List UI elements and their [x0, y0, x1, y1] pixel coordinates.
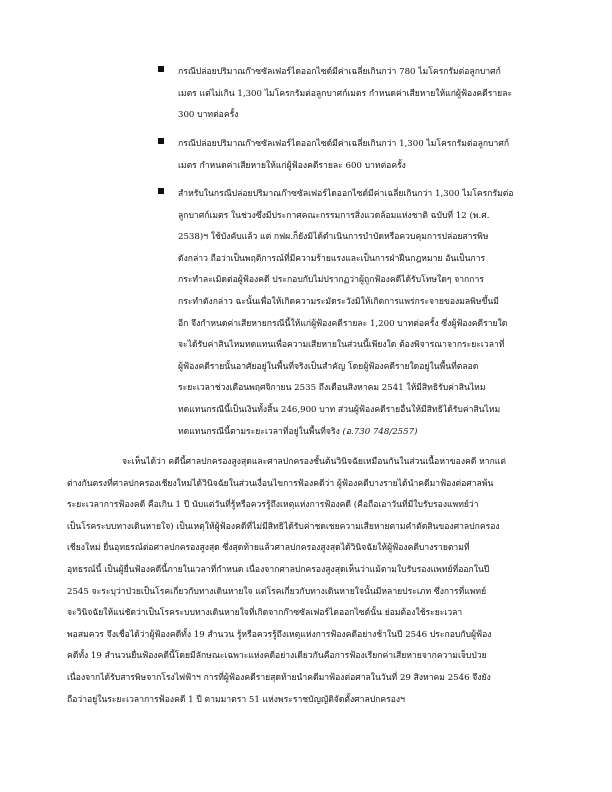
- text-line: ต่างกันตรงที่ศาลปกครองเชียงใหม่ได้วินิจฉัยในส่วนเงื่อนไขการฟ้องคดีว่า ผู้ฟ้องคดีบางรายได้นำคดีมาฟ้องต่อศาลพ้น: [67, 478, 494, 489]
- case-citation: (อ.730 748/2557): [342, 426, 418, 437]
- text-line: [178, 422, 558, 444]
- text-line: เมตร แต่ไม่เกิน 1,300 ไมโครกรัมต่อลูกบาศก์เมตร กำหนดค่าเสียหายให้แก่ผู้ฟ้องคดีรายละ: [178, 88, 513, 99]
- bullet-item-1: [158, 62, 558, 127]
- square-bullet-icon: [158, 66, 164, 72]
- text-line: กระทำดังกล่าว ฉะนั้นเพื่อให้เกิดความระมัดระวังมิให้เกิดการแพร่กระจายของมลพิษขึ้นมี: [178, 296, 499, 307]
- text-line: เป็นโรคระบบทางเดินหายใจ) เป็นเหตุให้ผู้ฟ้องคดีที่ไม่มีสิทธิได้รับค่าชดเชยความเสียหายตามคำตัดสินของศาลปกครอง: [67, 521, 500, 532]
- text-line: กรณีปล่อยปริมาณก๊าซซัลเฟอร์ไดออกไซด์มีค่าเฉลี่ยเกินกว่า 1,300 ไมโครกรัมต่อลูกบาศก์: [178, 139, 510, 149]
- text-line: เมตร กำหนดค่าเสียหายให้แก่ผู้ฟ้องคดีรายละ 600 บาทต่อครั้ง: [178, 160, 406, 171]
- text-line: กระทำละเมิดต่อผู้ฟ้องคดี ประกอบกับไม่ปรากฏว่าผู้ถูกฟ้องคดีได้รับโทษใดๆ จากการ: [178, 275, 484, 286]
- bullet-item-3: [158, 184, 558, 443]
- text-line: ถือว่าอยู่ในระยะเวลาการฟ้องคดี 1 ปี ตามมาตรา 51 แห่งพระราชบัญญัติจัดตั้งศาลปกครองฯ: [67, 694, 405, 705]
- text-line: สำหรับในกรณีปล่อยปริมาณก๊าซซัลเฟอร์ไดออกไซด์มีค่าเฉลี่ยเกินกว่า 1,300 ไมโครกรัมต่อ: [178, 189, 514, 199]
- text-line: เชียงใหม่ ยื่นอุทธรณ์ต่อศาลปกครองสูงสุด ซึ่งสุดท้ายแล้วศาลปกครองสูงสุดได้วินิจฉัยให้ผู้ฟ้องคดีบางรายตามที่: [67, 543, 470, 554]
- text-line: จะได้รับค่าสินไหมทดแทนเพื่อความเสียหายในส่วนนี้เพียงใด ต้องพิจารณาจากระยะเวลาที่: [178, 340, 505, 351]
- text-line: ระยะเวลาการฟ้องคดี คือเกิน 1 ปี นับแต่วันที่รู้หรือควรรู้ถึงเหตุแห่งการฟ้องคดี (คือถือเอาวันที่มีใบรับรองแพทย์ว่า: [67, 500, 479, 511]
- text-line: 300 บาทต่อครั้ง: [178, 110, 239, 121]
- square-bullet-icon: [158, 188, 164, 194]
- text-line: 2538)ฯ ใช้บังคับแล้ว แต่ กฟผ.ก็ยังมิได้ดำเนินการบำบัดหรือควบคุมการปล่อยสารพิษ: [178, 232, 489, 243]
- text-line: 2545 จะระบุว่าป่วยเป็นโรคเกี่ยวกับทางเดินหายใจ แต่โรคเกี่ยวกับทางเดินหายใจนั้นมีหลายประเภท ซึ่งการที่แพทย์: [67, 586, 487, 597]
- text-line: กรณีปล่อยปริมาณก๊าซซัลเฟอร์ไดออกไซด์มีค่าเฉลี่ยเกินกว่า 780 ไมโครกรัมต่อลูกบาศก์: [178, 67, 501, 77]
- text-line: อีก จึงกำหนดค่าเสียหายกรณีนี้ให้แก่ผู้ฟ้องคดีรายละ 1,200 บาทต่อครั้ง ซึ่งผู้ฟ้องคดีรายใด: [178, 318, 508, 329]
- bullet-item-2: [158, 134, 558, 177]
- text-line: พอสมควร จึงเชื่อได้ว่าผู้ฟ้องคดีทั้ง 19 สำนวน รู้หรือควรรู้ถึงเหตุแห่งการฟ้องคดีอย่างช้าในปี 2546 ประกอบกับผู้ฟ้อง: [67, 629, 492, 640]
- body-paragraph: [67, 452, 567, 711]
- text-line-body: ทดแทนกรณีนี้ตามระยะเวลาที่อยู่ในพื้นที่จริง: [178, 426, 340, 437]
- text-line: อุทธรณ์นี้ เป็นผู้ยื่นฟ้องคดีนี้ภายในเวลาที่กำหนด เนื่องจากศาลปกครองสูงสุดเห็นว่าแม้ตามใบรับรองแพทย์ที่ออกในปี: [67, 564, 490, 575]
- text-line: ผู้ฟ้องคดีรายนั้นอาศัยอยู่ในพื้นที่จริงเป็นสำคัญ โดยผู้ฟ้องคดีรายใดอยู่ในพื้นที่ตลอด: [178, 361, 479, 372]
- text-line: ลูกบาศก์เมตร ในช่วงซึ่งมีประกาศคณะกรรมการสิ่งแวดล้อมแห่งชาติ ฉบับที่ 12 (พ.ศ.: [178, 210, 490, 221]
- text-line: คดีทั้ง 19 สำนวนยื่นฟ้องคดีนี้โดยมีลักษณะเฉพาะแห่งคดีอย่างเดียวกันคือการฟ้องเรียกค่าเสียหายจากความเจ็บป่วย: [67, 651, 487, 662]
- text-line: ทดแทนกรณีนี้เป็นเงินทั้งสิ้น 246,900 บาท ส่วนผู้ฟ้องคดีรายอื่นให้มีสิทธิได้รับค่าสินไหม: [178, 404, 501, 415]
- text-line: ระยะเวลาช่วงเดือนพฤศจิกายน 2535 ถึงเดือนสิงหาคม 2541 ให้มีสิทธิรับค่าสินไหม: [178, 383, 486, 394]
- text-line: ดังกล่าว ถือว่าเป็นพฤติการณ์ที่มีความร้ายแรงและเป็นการฝ่าฝืนกฎหมาย อันเป็นการ: [178, 253, 486, 264]
- text-line: เนื่องจากได้รับสารพิษจากโรงไฟฟ้าฯ การที่ผู้ฟ้องคดีรายสุดท้ายนำคดีมาฟ้องต่อศาลในวันที่ 29 สิงหาคม 2546 จึงยัง: [67, 672, 491, 683]
- text-line: จะเห็นได้ว่า คดีนี้ศาลปกครองสูงสุดและศาลปกครองชั้นต้นวินิจฉัยเหมือนกันในส่วนเนื้อหาของคดี หากแต่: [122, 457, 506, 467]
- text-line: จะวินิจฉัยให้แน่ชัดว่าเป็นโรคระบบทางเดินหายใจที่เกิดจากก๊าซซัลเฟอร์ไดออกไซด์นั้น ย่อมต้องใช้ระยะเวลา: [67, 608, 463, 619]
- square-bullet-icon: [158, 138, 164, 144]
